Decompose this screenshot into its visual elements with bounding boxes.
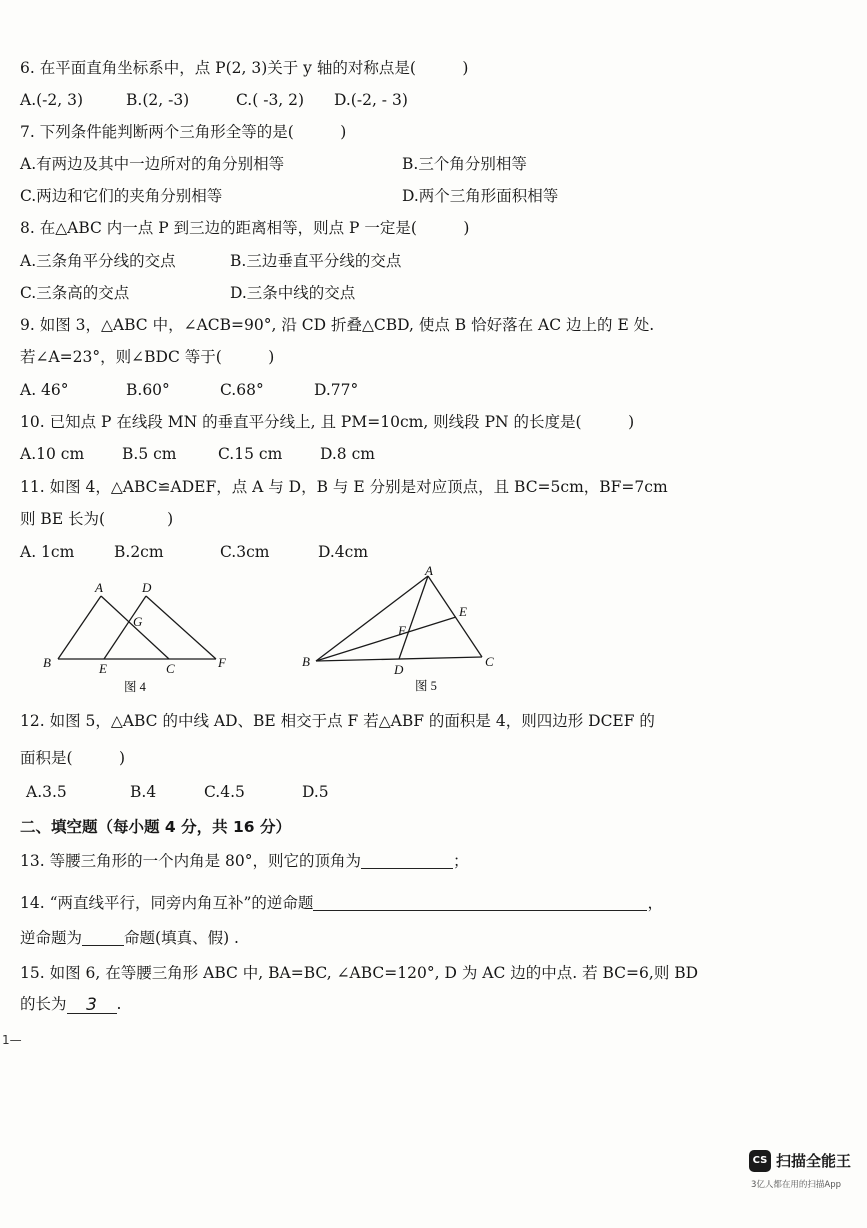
- q8-option-b: B.三边垂直平分线的交点: [230, 252, 402, 270]
- camscanner-name: 扫描全能王: [776, 1152, 852, 1170]
- q12-option-d: D.5: [302, 783, 329, 801]
- q6-option-c: C.( -3, 2): [236, 91, 305, 109]
- q12-options: [20, 782, 720, 802]
- q11-option-c: C.3cm: [220, 543, 270, 561]
- q7-options-row1: [20, 154, 720, 174]
- q12-option-b: B.4: [130, 783, 157, 801]
- figures-area: [0, 560, 520, 700]
- q6-option-d: D.(-2, - 3): [334, 91, 408, 109]
- q9-stem-line2: 若∠A=23°，则∠BDC 等于( ): [20, 348, 275, 366]
- q13-answer-blank[interactable]: [361, 852, 453, 869]
- section-2-heading: 二、填空题（每小题 4 分，共 16 分）: [20, 818, 291, 836]
- q10-option-d: D.8 cm: [320, 445, 375, 463]
- q10-stem: 10. 已知点 P 在线段 MN 的垂直平分线上, 且 PM=10cm, 则线段 PN 的长度是( ): [20, 413, 635, 431]
- q14-line1: [20, 893, 663, 913]
- camscanner-tagline: 3亿人都在用的扫描App: [751, 1180, 842, 1190]
- q14-truth-blank[interactable]: [82, 929, 124, 946]
- q7-options-row2: [20, 186, 720, 206]
- fig4-label-d: D: [142, 580, 152, 595]
- q12-option-a: A.3.5: [26, 783, 67, 801]
- q7-option-d: D.两个三角形面积相等: [402, 187, 559, 205]
- fig5-label-d: D: [394, 662, 404, 677]
- q8-option-c: C.三条高的交点: [20, 284, 130, 302]
- fig5-line-ac: [428, 576, 482, 657]
- q7-stem: 7. 下列条件能判断两个三角形全等的是( ): [20, 123, 347, 141]
- q14-end: ，: [647, 894, 663, 912]
- page-number-mark: 1—: [2, 1033, 22, 1047]
- fig4-label-f: F: [218, 655, 226, 670]
- fig4-label-b: B: [43, 655, 51, 670]
- q13-end: ；: [452, 852, 469, 870]
- q12-stem-line1: 12. 如图 5，△ABC 的中线 AD、BE 相交于点 F 若△ABF 的面积是 4，则四边形 DCEF 的: [20, 712, 655, 730]
- fig4-caption: 图 4: [124, 680, 146, 694]
- q7-option-b: B.三个角分别相等: [402, 155, 527, 173]
- q6-option-b: B.(2, -3): [126, 91, 190, 109]
- q9-options: [20, 380, 720, 400]
- q11-option-a: A. 1cm: [20, 543, 75, 561]
- q15-stem2a: 的长为: [20, 995, 67, 1013]
- q13-line: [20, 851, 469, 871]
- fig4-label-c: C: [166, 661, 175, 676]
- q9-option-d: D.77°: [314, 381, 359, 399]
- q15-end: .: [116, 995, 122, 1013]
- q15-answer-blank[interactable]: [67, 997, 117, 1014]
- fig5-line-ab: [316, 576, 428, 661]
- q14-stem2a: 逆命题为: [20, 929, 83, 947]
- q8-options-row2: [20, 283, 720, 303]
- q15-handwritten-answer: 3: [86, 995, 97, 1015]
- q6-options: [20, 90, 720, 110]
- q8-options-row1: [20, 251, 720, 271]
- q9-option-a: A. 46°: [20, 381, 69, 399]
- q6-stem: 6. 在平面直角坐标系中，点 P(2, 3)关于 y 轴的对称点是( ): [20, 59, 469, 77]
- q10-option-c: C.15 cm: [218, 445, 283, 463]
- q14-line2: [20, 928, 239, 948]
- q9-stem-line1: 9. 如图 3，△ABC 中，∠ACB=90°, 沿 CD 折叠△CBD, 使点 B 恰好落在 AC 边上的 E 处.: [20, 316, 655, 334]
- q10-options: [20, 444, 720, 464]
- q12-option-c: C.4.5: [204, 783, 245, 801]
- fig4-label-e: E: [99, 661, 107, 676]
- q14-stem2b: 命题(填真、假) .: [124, 929, 239, 947]
- q15-line2: [20, 994, 121, 1014]
- figure-5: [302, 563, 494, 693]
- fig4-line-ab: [58, 596, 101, 659]
- q7-option-a: A.有两边及其中一边所对的角分别相等: [20, 155, 285, 173]
- q10-option-b: B.5 cm: [122, 445, 177, 463]
- q8-option-d: D.三条中线的交点: [230, 284, 356, 302]
- q14-stem: 14. “两直线平行，同旁内角互补”的逆命题: [20, 894, 314, 912]
- fig4-label-a: A: [95, 580, 103, 595]
- q10-option-a: A.10 cm: [20, 445, 85, 463]
- q8-option-a: A.三条角平分线的交点: [20, 252, 176, 270]
- camscanner-logo-icon: CS: [749, 1150, 771, 1172]
- fig5-label-c: C: [485, 654, 494, 669]
- q7-option-c: C.两边和它们的夹角分别相等: [20, 187, 223, 205]
- q15-stem-line1: 15. 如图 6, 在等腰三角形 ABC 中, BA=BC, ∠ABC=120°, D 为 AC 边的中点. 若 BC=6,则 BD: [20, 964, 699, 982]
- fig5-label-e: E: [459, 604, 467, 619]
- q13-stem: 13. 等腰三角形的一个内角是 80°，则它的顶角为: [20, 852, 361, 870]
- fig5-caption: 图 5: [415, 679, 437, 693]
- q11-options: [20, 542, 720, 562]
- q9-option-b: B.60°: [126, 381, 170, 399]
- q8-stem: 8. 在△ABC 内一点 P 到三边的距离相等，则点 P 一定是( ): [20, 219, 470, 237]
- fig4-line-df: [146, 596, 216, 659]
- fig5-line-ad: [399, 576, 428, 659]
- figure-4: [43, 580, 227, 694]
- fig5-label-b: B: [302, 654, 310, 669]
- q11-stem-line1: 11. 如图 4，△ABC≌ADEF，点 A 与 D，B 与 E 分别是对应顶点，且 BC=5cm，BF=7cm: [20, 478, 668, 496]
- fig5-label-a: A: [425, 563, 433, 578]
- fig5-label-f: F: [398, 623, 406, 638]
- q14-converse-blank[interactable]: [313, 894, 647, 911]
- q12-stem-line2: 面积是( ): [20, 749, 126, 767]
- q9-option-c: C.68°: [220, 381, 264, 399]
- q6-option-a: A.(-2, 3): [20, 91, 84, 109]
- q11-option-b: B.2cm: [114, 543, 164, 561]
- fig4-label-g: G: [133, 614, 143, 629]
- fig5-line-be: [316, 617, 456, 661]
- q11-stem-line2: 则 BE 长为( ): [20, 510, 174, 528]
- q11-option-d: D.4cm: [318, 543, 369, 561]
